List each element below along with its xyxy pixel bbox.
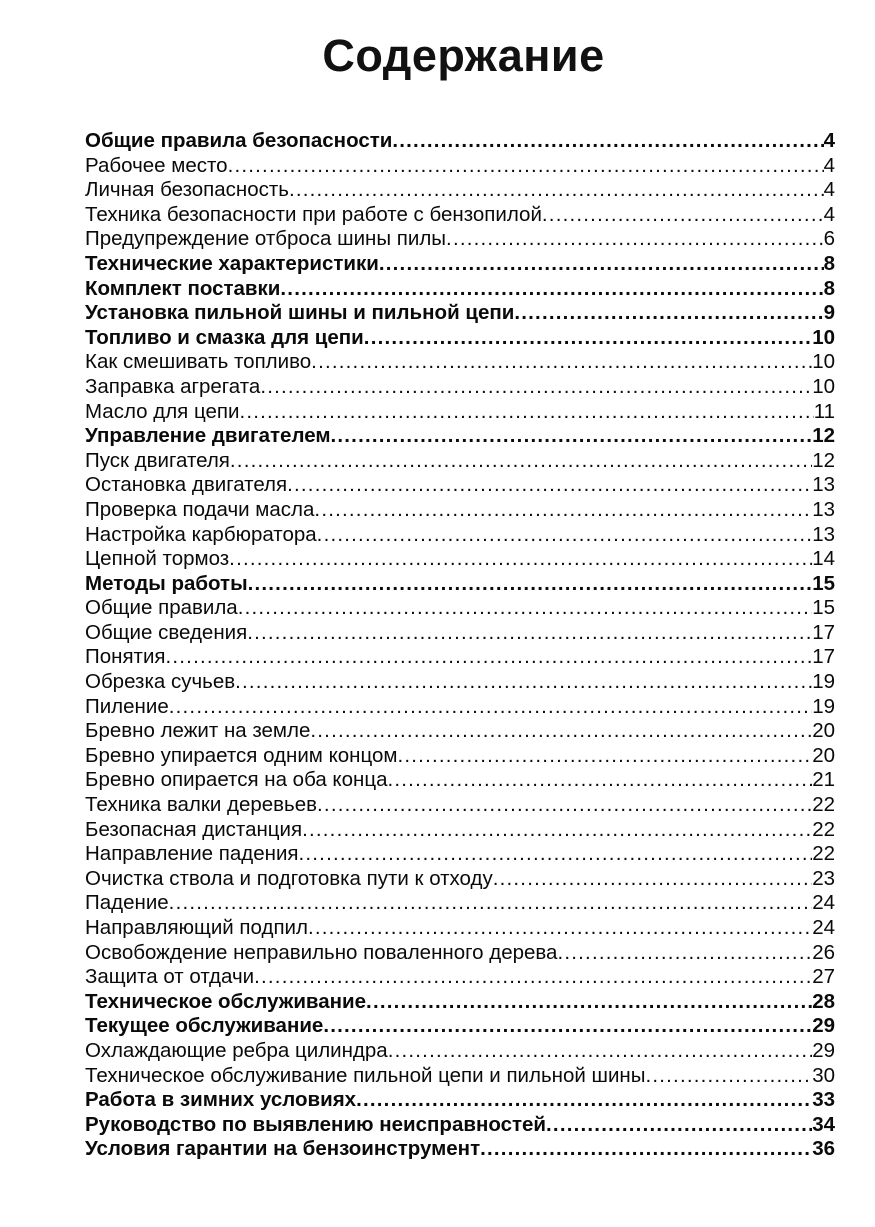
toc-row	[85, 1064, 835, 1089]
toc-entry-page: 21	[812, 768, 835, 792]
toc-dot-leader	[308, 916, 812, 941]
toc-entry-page: 6	[823, 227, 835, 251]
toc-entry-label: Падение	[85, 891, 169, 915]
toc-entry-label: Управление двигателем	[85, 424, 331, 448]
toc-row	[85, 719, 835, 744]
toc-dot-leader	[514, 301, 823, 326]
toc-entry-page: 14	[812, 547, 835, 571]
toc-dot-leader	[166, 645, 813, 670]
toc-row	[85, 768, 835, 793]
toc-entry-label: Пиление	[85, 694, 169, 718]
toc-row	[85, 621, 835, 646]
toc-dot-leader	[238, 596, 812, 621]
toc-dot-leader	[317, 523, 813, 548]
toc-dot-leader	[317, 793, 812, 818]
toc-entry-label: Комплект поставки	[85, 276, 281, 300]
toc-entry-label: Топливо и смазка для цепи	[85, 325, 364, 349]
toc-entry-page: 27	[812, 965, 835, 989]
toc-row	[85, 473, 835, 498]
toc-dot-leader	[314, 498, 812, 523]
toc-dot-leader	[398, 744, 813, 769]
toc-row	[85, 252, 835, 277]
toc-entry-label: Технические характеристики	[85, 251, 379, 275]
toc-row	[85, 793, 835, 818]
toc-entry-page: 19	[812, 670, 835, 694]
toc-dot-leader	[247, 621, 812, 646]
toc-dot-leader	[546, 1113, 812, 1138]
toc-entry-page: 22	[812, 793, 835, 817]
toc-entry-page: 20	[812, 743, 835, 767]
toc-dot-leader	[446, 227, 824, 252]
toc-dot-leader	[254, 965, 812, 990]
toc-row	[85, 891, 835, 916]
toc-entry-label: Безопасная дистанция	[85, 817, 303, 841]
toc-entry-page: 19	[812, 694, 835, 718]
toc-row	[85, 695, 835, 720]
toc-entry-page: 13	[812, 522, 835, 546]
toc-entry-page: 4	[823, 129, 835, 152]
toc-entry-page: 22	[812, 842, 835, 866]
toc-row	[85, 203, 835, 228]
toc-dot-leader	[323, 1014, 812, 1039]
toc-dot-leader	[287, 473, 812, 498]
toc-entry-label: Предупреждение отброса шины пилы	[85, 227, 447, 251]
toc-row	[85, 178, 835, 203]
toc-entry-page: 4	[823, 178, 835, 202]
toc-row	[85, 227, 835, 252]
toc-row	[85, 1137, 835, 1162]
toc-row	[85, 375, 835, 400]
toc-dot-leader	[480, 1137, 812, 1162]
toc-row	[85, 277, 835, 302]
toc-entry-label: Условия гарантии на бензоинструмент	[85, 1137, 481, 1161]
toc-entry-label: Направляющий подпил	[85, 916, 308, 939]
toc-entry-label: Работа в зимних условиях	[85, 1088, 357, 1112]
toc-entry-page: 8	[823, 251, 835, 275]
toc-entry-page: 22	[812, 817, 835, 841]
toc-entry-label: Техника валки деревьев	[85, 793, 318, 817]
toc-row	[85, 424, 835, 449]
toc-row	[85, 154, 835, 179]
toc-entry-label: Бревно упирается одним концом	[85, 743, 398, 767]
toc-entry-label: Охлаждающие ребра цилиндра	[85, 1038, 388, 1062]
toc-entry-page: 17	[812, 620, 835, 644]
toc-dot-leader	[302, 818, 812, 843]
toc-entry-page: 12	[812, 448, 835, 472]
toc-row	[85, 547, 835, 572]
toc-entry-page: 8	[823, 276, 835, 300]
toc-row	[85, 941, 835, 966]
toc-entry-label: Текущее обслуживание	[85, 1014, 324, 1038]
toc-entry-label: Методы работы	[85, 571, 248, 595]
toc-dot-leader	[299, 842, 813, 867]
toc-entry-page: 28	[812, 989, 835, 1013]
toc-row	[85, 990, 835, 1015]
toc-entry-page: 4	[823, 153, 835, 177]
page-title: Содержание	[322, 30, 605, 81]
toc-dot-leader	[645, 1064, 812, 1089]
toc-list	[85, 129, 835, 1162]
toc-entry-page: 24	[812, 916, 835, 939]
toc-row	[85, 596, 835, 621]
toc-dot-leader	[388, 768, 813, 793]
toc-entry-label: Как смешивать топливо	[85, 350, 312, 374]
toc-entry-label: Общие правила	[85, 596, 238, 620]
toc-dot-leader	[230, 449, 812, 474]
toc-entry-label: Рабочее место	[85, 153, 228, 177]
toc-dot-leader	[169, 891, 813, 916]
toc-entry-page: 13	[812, 497, 835, 521]
toc-entry-label: Общие правила безопасности	[85, 129, 393, 152]
toc-row	[85, 1088, 835, 1113]
toc-entry-page: 11	[813, 399, 835, 423]
toc-dot-leader	[542, 203, 824, 228]
toc-entry-page: 29	[812, 1038, 835, 1062]
toc-entry-page: 24	[812, 891, 835, 915]
toc-row	[85, 1113, 835, 1138]
toc-row	[85, 523, 835, 548]
toc-row	[85, 572, 835, 597]
toc-entry-label: Настройка карбюратора	[85, 522, 317, 546]
toc-dot-leader	[260, 375, 812, 400]
toc-row	[85, 449, 835, 474]
toc-entry-page: 26	[812, 940, 835, 964]
toc-row	[85, 129, 835, 154]
toc-entry-label: Техническое обслуживание	[85, 989, 367, 1013]
toc-entry-label: Установка пильной шины и пильной цепи	[85, 301, 515, 325]
toc-entry-label: Руководство по выявлению неисправностей	[85, 1112, 547, 1136]
toc-row	[85, 645, 835, 670]
toc-row	[85, 842, 835, 867]
toc-entry-label: Направление падения	[85, 842, 299, 866]
toc-row	[85, 965, 835, 990]
toc-dot-leader	[366, 990, 812, 1015]
toc-entry-page: 33	[812, 1088, 835, 1112]
toc-dot-leader	[310, 719, 812, 744]
toc-row	[85, 818, 835, 843]
toc-row	[85, 1014, 835, 1039]
toc-entry-page: 4	[823, 202, 835, 226]
toc-entry-label: Общие сведения	[85, 620, 248, 644]
toc-entry-label: Масло для цепи	[85, 399, 240, 423]
toc-entry-label: Заправка агрегата	[85, 374, 261, 398]
toc-entry-label: Обрезка сучьев	[85, 670, 236, 694]
toc-dot-leader	[311, 350, 812, 375]
toc-dot-leader	[235, 670, 812, 695]
toc-entry-label: Техническое обслуживание пильной цепи и пильной шины	[85, 1063, 646, 1087]
toc-entry-page: 23	[812, 866, 835, 890]
toc-entry-label: Защита от отдачи	[85, 965, 255, 989]
toc-row	[85, 326, 835, 351]
toc-entry-label: Бревно лежит на земле	[85, 719, 311, 743]
toc-row	[85, 867, 835, 892]
toc-dot-leader	[392, 129, 823, 154]
toc-dot-leader	[364, 326, 812, 351]
toc-entry-label: Пуск двигателя	[85, 448, 230, 472]
toc-row	[85, 744, 835, 769]
toc-dot-leader	[493, 867, 812, 892]
toc-dot-leader	[379, 252, 824, 277]
toc-entry-page: 10	[812, 325, 835, 349]
toc-entry-page: 13	[812, 473, 835, 497]
toc-entry-page: 15	[812, 596, 835, 620]
toc-row	[85, 1039, 835, 1064]
toc-row	[85, 670, 835, 695]
toc-entry-label: Цепной тормоз	[85, 547, 230, 571]
toc-dot-leader	[228, 154, 824, 179]
toc-entry-page: 9	[823, 301, 835, 325]
toc-dot-leader	[169, 695, 812, 720]
toc-entry-label: Личная безопасность	[85, 178, 289, 202]
toc-entry-page: 15	[812, 571, 835, 595]
toc-row	[85, 916, 835, 941]
toc-entry-label: Остановка двигателя	[85, 473, 288, 497]
toc-entry-page: 30	[812, 1063, 835, 1087]
toc-entry-label: Проверка подачи масла	[85, 497, 315, 521]
toc-dot-leader	[248, 572, 813, 597]
toc-entry-page: 10	[812, 374, 835, 398]
toc-dot-leader	[557, 941, 812, 966]
toc-dot-leader	[356, 1088, 812, 1113]
toc-entry-page: 34	[812, 1112, 835, 1136]
toc-dot-leader	[289, 178, 824, 203]
toc-row	[85, 400, 835, 425]
toc-entry-label: Освобождение неправильно поваленного дерева	[85, 940, 558, 964]
toc-entry-page: 36	[812, 1137, 835, 1161]
toc-row	[85, 350, 835, 375]
toc-entry-label: Понятия	[85, 645, 166, 669]
toc-entry-page: 20	[812, 719, 835, 743]
toc-dot-leader	[388, 1039, 812, 1064]
toc-entry-page: 17	[812, 645, 835, 669]
toc-entry-label: Бревно опирается на оба конца	[85, 768, 388, 792]
toc-entry-label: Техника безопасности при работе с бензопилой	[85, 202, 542, 226]
toc-row	[85, 498, 835, 523]
toc-entry-page: 29	[812, 1014, 835, 1038]
toc-row	[85, 301, 835, 326]
toc-dot-leader	[280, 277, 823, 302]
toc-dot-leader	[239, 400, 813, 425]
toc-dot-leader	[229, 547, 812, 572]
toc-entry-page: 12	[812, 424, 835, 448]
toc-entry-page: 10	[812, 350, 835, 374]
toc-entry-label: Очистка ствола и подготовка пути к отходу	[85, 866, 493, 890]
toc-dot-leader	[331, 424, 813, 449]
